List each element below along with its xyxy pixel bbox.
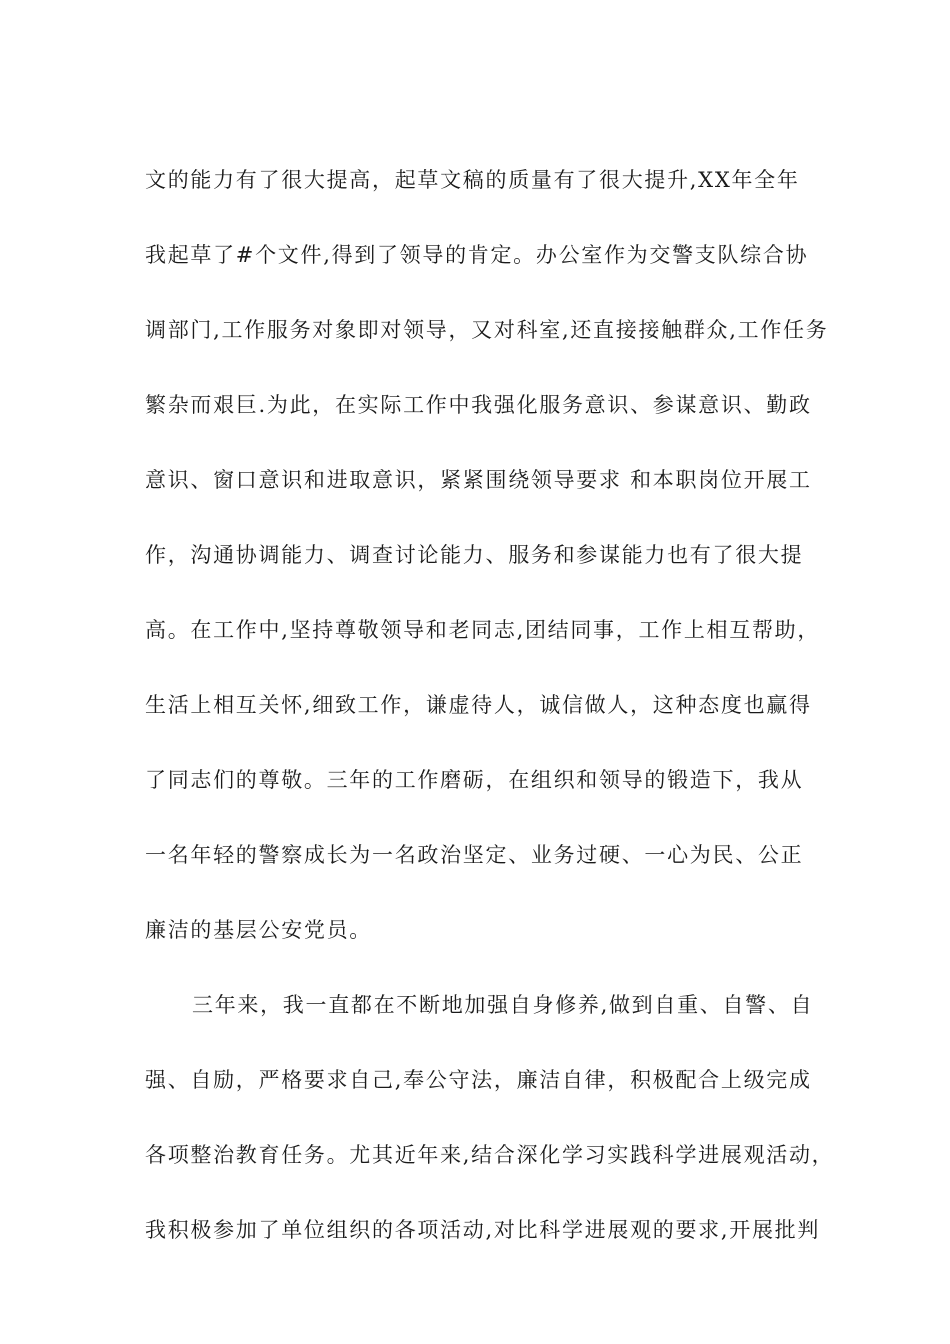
text-line: 高。在工作中,坚持尊敬领导和老同志,团结同事，工作上相互帮助， (145, 618, 821, 642)
text-line: 一名年轻的警察成长为一名政治坚定、业务过硬、一心为民、公正 (145, 843, 804, 867)
text-line: 生活上相互关怀,细致工作，谦虚待人，诚信做人，这种态度也赢得 (145, 693, 812, 717)
text-line: 作，沟通协调能力、调查讨论能力、服务和参谋能力也有了很大提 (145, 543, 804, 567)
text-line: 调部门,工作服务对象即对领导，又对科室,还直接接触群众,工作任务 (145, 318, 829, 342)
text-line: 我起草了#个文件,得到了领导的肯定。办公室作为交警支队综合协 (145, 243, 809, 267)
paragraph-first-line: 三年来，我一直都在不断地加强自身修养,做到自重、自警、自 (192, 993, 814, 1017)
text-line: 了同志们的尊敬。三年的工作磨砺，在组织和领导的锻造下，我从 (145, 768, 804, 792)
text-line: 意识、窗口意识和进取意识，紧紧围绕领导要求 和本职岗位开展工 (145, 468, 812, 492)
text-line: 廉洁的基层公安党员。 (145, 918, 372, 942)
text-line: 各项整治教育任务。尤其近年来,结合深化学习实践科学进展观活动， (145, 1143, 835, 1167)
text-line: 繁杂而艰巨.为此，在实际工作中我强化服务意识、参谋意识、勤政 (145, 393, 812, 417)
text-line: 文的能力有了很大提高，起草文稿的质量有了很大提升,XX年全年 (145, 168, 800, 192)
text-line: 强、自励，严格要求自己,奉公守法，廉洁自律，积极配合上级完成 (145, 1068, 812, 1092)
text-line: 我积极参加了单位组织的各项活动,对比科学进展观的要求,开展批判 (145, 1218, 821, 1242)
